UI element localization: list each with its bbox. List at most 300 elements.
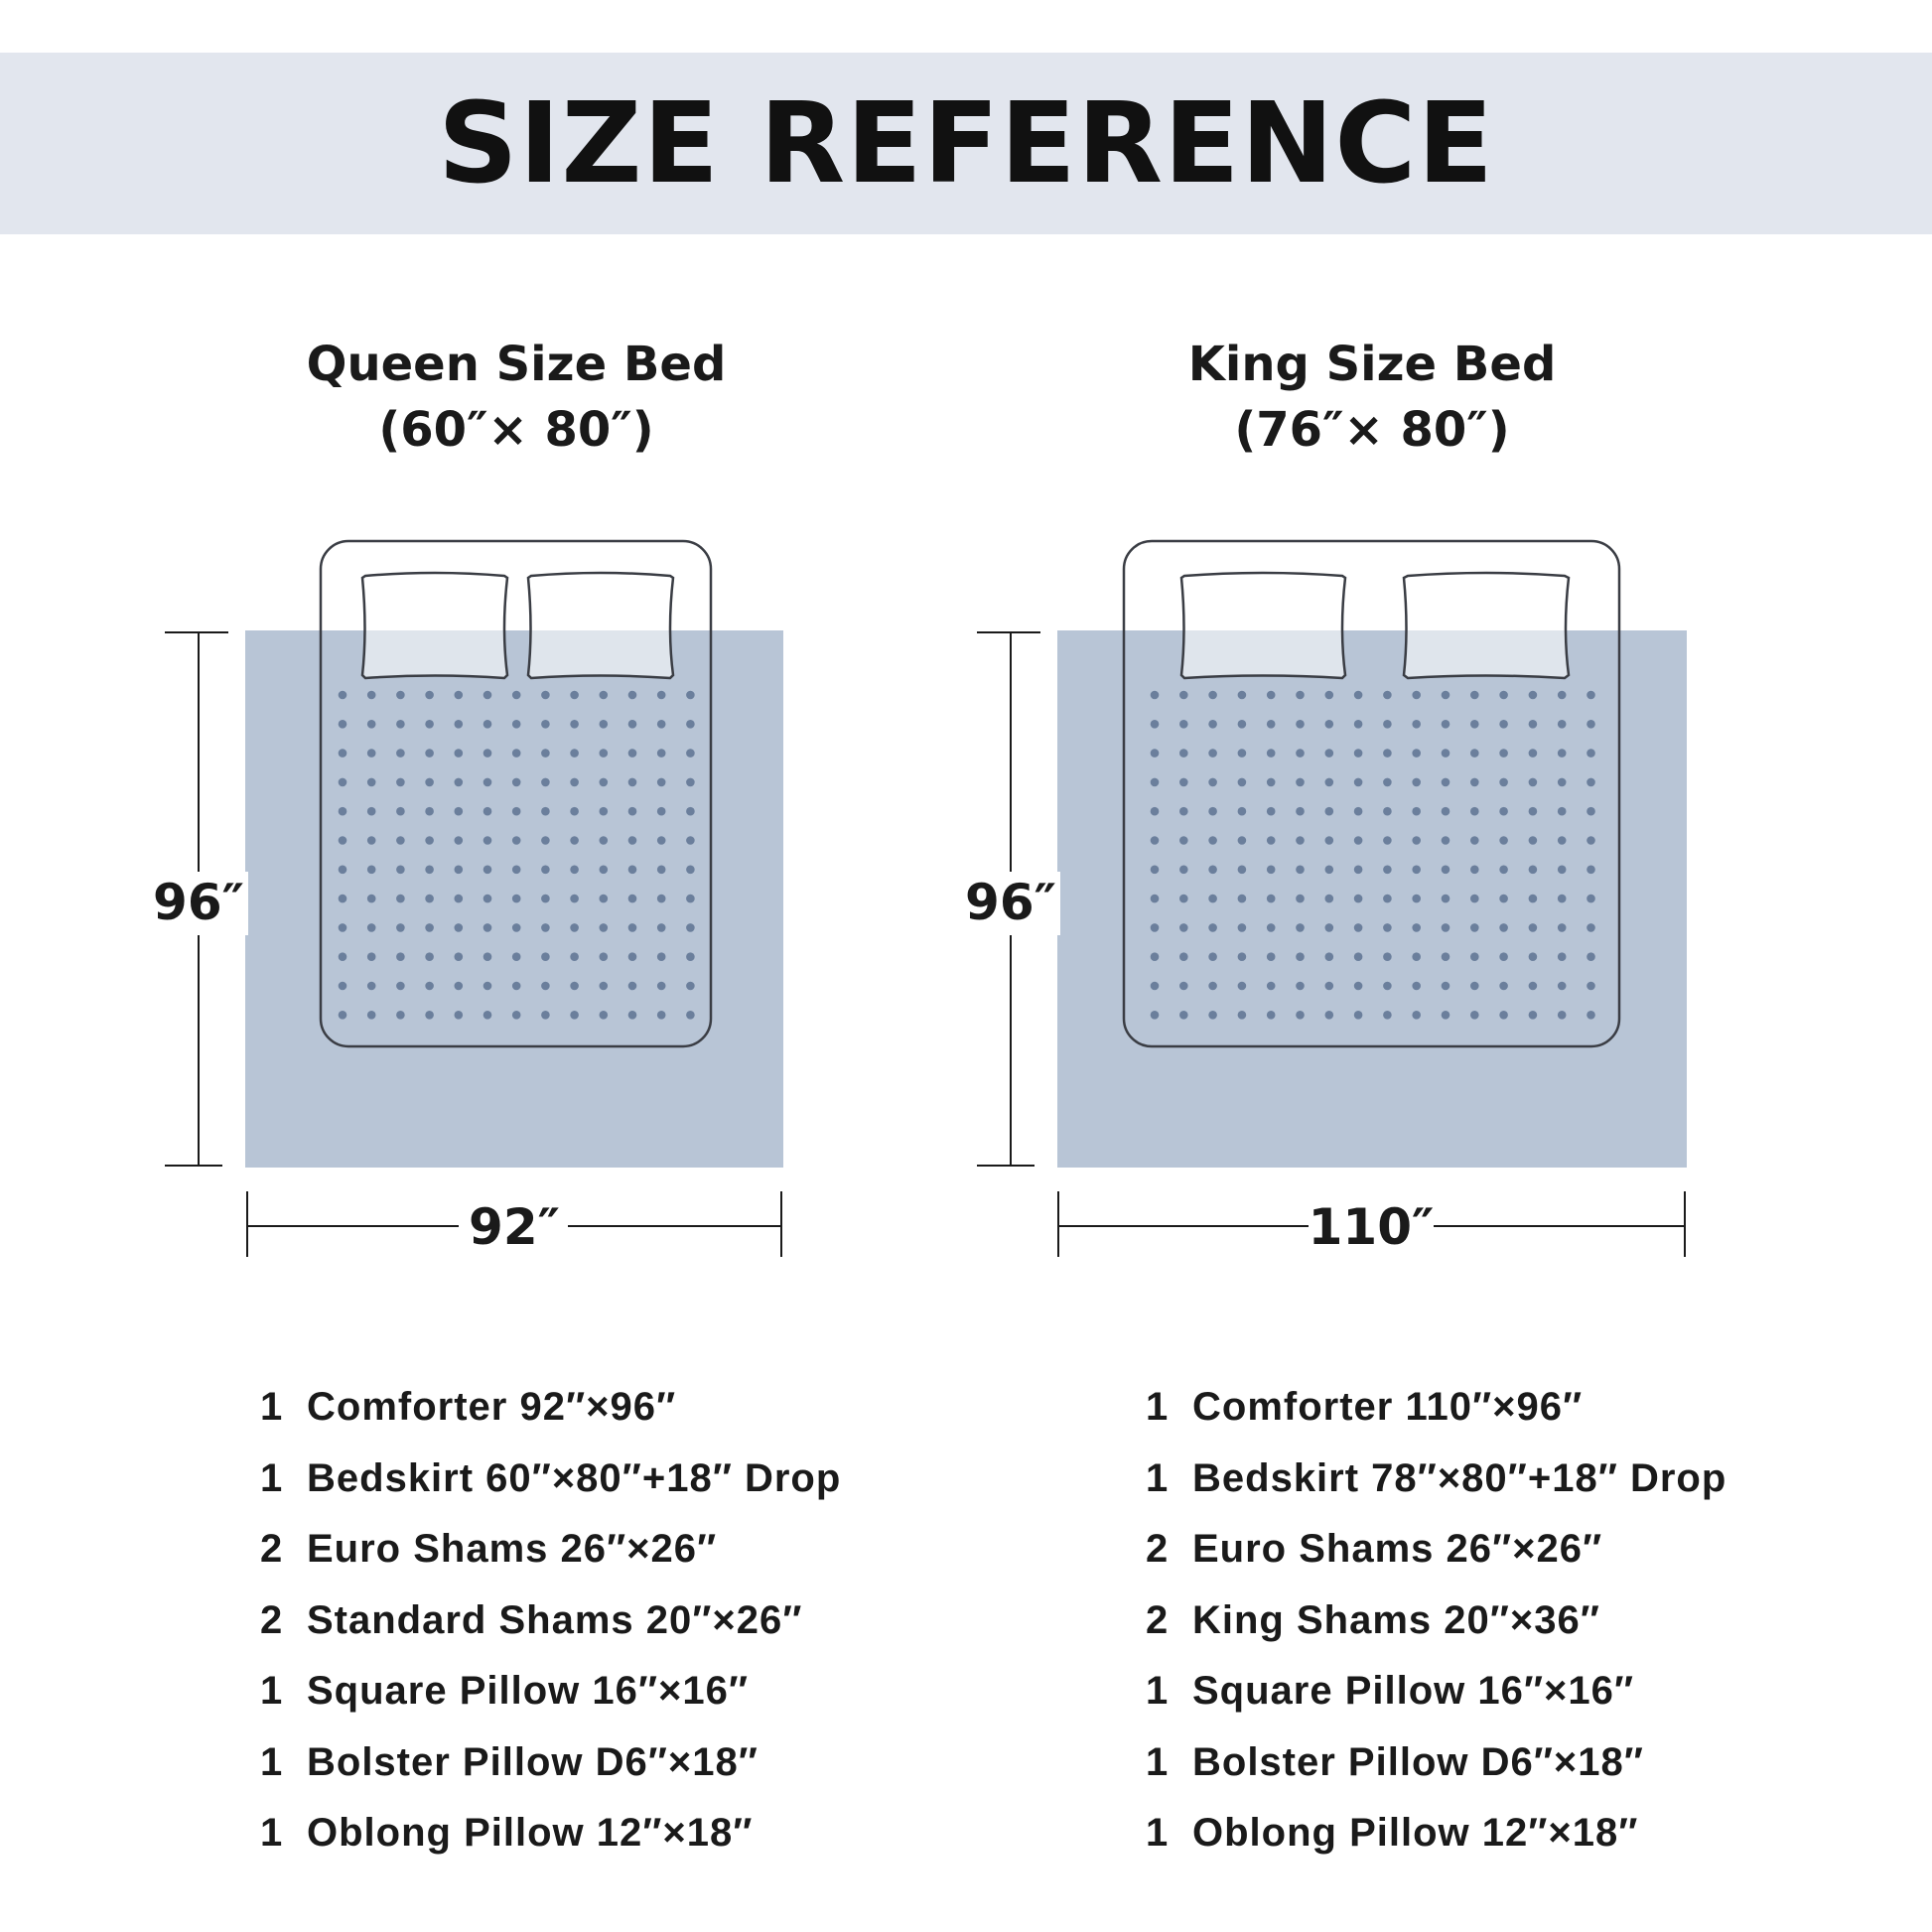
king-height-label: 96″: [965, 874, 1056, 931]
bed-dot: [1383, 866, 1392, 875]
bed-dot: [1267, 895, 1276, 903]
bed-dot: [1296, 982, 1305, 991]
bed-dot: [1412, 778, 1421, 787]
bed-dot: [425, 807, 434, 816]
bed-dot: [396, 866, 405, 875]
bed-dot: [1151, 807, 1160, 816]
bed-dot: [628, 720, 637, 729]
bed-dot: [1325, 807, 1334, 816]
queen-diagram: [149, 541, 783, 1257]
list-item: 1 Oblong Pillow 12″×18″: [1146, 1811, 1639, 1856]
bed-dot: [425, 1011, 434, 1020]
bed-dot: [1151, 836, 1160, 845]
bed-dot: [657, 691, 666, 700]
bed-dot: [1179, 836, 1188, 845]
bed-dot: [600, 749, 609, 758]
bed-dot: [339, 982, 347, 991]
bed-dot: [396, 720, 405, 729]
bed-dot: [1442, 866, 1450, 875]
bed-dot: [1412, 895, 1421, 903]
bed-dot: [455, 749, 464, 758]
bed-dot: [1383, 749, 1392, 758]
bed-dot: [425, 982, 434, 991]
bed-dot: [1296, 952, 1305, 961]
list-item: 2 Standard Shams 20″×26″: [260, 1597, 803, 1642]
bed-dot: [657, 749, 666, 758]
queen-bed-dimensions: (60″× 80″): [378, 402, 654, 458]
bed-dot: [1587, 952, 1595, 961]
bed-dot: [1529, 923, 1538, 932]
bed-dot: [1354, 1011, 1363, 1020]
bed-dot: [1238, 691, 1247, 700]
bed-dot: [657, 895, 666, 903]
bed-dot: [570, 778, 579, 787]
bed-dot: [1151, 778, 1160, 787]
bed-dot: [1529, 778, 1538, 787]
bed-dot: [512, 982, 521, 991]
bed-dot: [1179, 952, 1188, 961]
bed-dot: [483, 807, 492, 816]
bed-dot: [1499, 1011, 1508, 1020]
bed-dot: [628, 982, 637, 991]
bed-dot: [1558, 952, 1567, 961]
bed-dot: [1267, 866, 1276, 875]
bed-dot: [483, 923, 492, 932]
bed-dot: [339, 1011, 347, 1020]
bed-dot: [339, 866, 347, 875]
bed-dot: [628, 866, 637, 875]
bed-dot: [1354, 923, 1363, 932]
bed-dot: [1587, 895, 1595, 903]
bed-dot: [686, 749, 695, 758]
bed-dot: [1383, 1011, 1392, 1020]
bed-dot: [657, 720, 666, 729]
bed-dot: [686, 836, 695, 845]
bed-dot: [1442, 895, 1450, 903]
bed-dot: [1529, 749, 1538, 758]
bed-dot: [339, 691, 347, 700]
bed-dot: [1470, 691, 1479, 700]
bed-dot: [1238, 1011, 1247, 1020]
bed-dot: [1354, 836, 1363, 845]
bed-dot: [686, 866, 695, 875]
bed-dot: [1470, 807, 1479, 816]
bed-dot: [425, 952, 434, 961]
bed-dot: [686, 982, 695, 991]
bed-dot: [1208, 720, 1217, 729]
bed-dot: [541, 895, 550, 903]
bed-dot: [1208, 836, 1217, 845]
bed-dot: [396, 895, 405, 903]
bed-dot: [1151, 1011, 1160, 1020]
bed-dot: [1267, 923, 1276, 932]
bed-dot: [512, 749, 521, 758]
bed-dot: [1208, 807, 1217, 816]
bed-dot: [1383, 778, 1392, 787]
list-item: 1 Comforter 110″×96″: [1146, 1385, 1584, 1430]
list-item: 1 Square Pillow 16″×16″: [1146, 1669, 1635, 1714]
bed-dot: [570, 895, 579, 903]
bed-dot: [1208, 866, 1217, 875]
bed-dot: [1179, 807, 1188, 816]
bed-dot: [455, 952, 464, 961]
bed-dot: [1325, 923, 1334, 932]
queen-height-label: 96″: [153, 874, 244, 931]
bed-dot: [600, 923, 609, 932]
bed-dot: [1499, 778, 1508, 787]
bed-dot: [1587, 1011, 1595, 1020]
bed-dot: [628, 778, 637, 787]
bed-dot: [512, 895, 521, 903]
king-pillow-right: [1404, 573, 1569, 678]
bed-dot: [425, 749, 434, 758]
bed-dot: [1267, 836, 1276, 845]
queen-pillow-right: [528, 573, 673, 678]
bed-dot: [367, 952, 376, 961]
king-pillow-left: [1181, 573, 1345, 678]
bed-dot: [1238, 778, 1247, 787]
bed-dot: [1179, 1011, 1188, 1020]
bed-dot: [1412, 1011, 1421, 1020]
bed-dot: [1499, 836, 1508, 845]
bed-dot: [1354, 720, 1363, 729]
bed-dot: [1238, 866, 1247, 875]
bed-dot: [1558, 866, 1567, 875]
bed-dot: [1151, 952, 1160, 961]
bed-dot: [1325, 982, 1334, 991]
bed-dot: [367, 1011, 376, 1020]
bed-dot: [1354, 982, 1363, 991]
bed-dot: [1296, 807, 1305, 816]
bed-dot: [657, 836, 666, 845]
bed-dot: [1558, 982, 1567, 991]
bed-dot: [628, 807, 637, 816]
list-item: 2 Euro Shams 26″×26″: [1146, 1527, 1603, 1572]
bed-dot: [1529, 807, 1538, 816]
bed-dot: [1499, 807, 1508, 816]
bed-dot: [570, 749, 579, 758]
bed-dot: [1238, 952, 1247, 961]
bed-dot: [600, 952, 609, 961]
bed-dot: [1499, 952, 1508, 961]
bed-dot: [1587, 749, 1595, 758]
bed-dot: [1179, 749, 1188, 758]
bed-dot: [1267, 952, 1276, 961]
bed-dot: [455, 923, 464, 932]
bed-dot: [1238, 836, 1247, 845]
bed-dot: [1442, 778, 1450, 787]
bed-dot: [1499, 866, 1508, 875]
bed-dot: [1470, 895, 1479, 903]
bed-dot: [1558, 807, 1567, 816]
bed-dot: [657, 778, 666, 787]
bed-dot: [1587, 923, 1595, 932]
queen-items-list: [260, 1372, 841, 1869]
bed-dot: [1412, 720, 1421, 729]
bed-dot: [570, 923, 579, 932]
bed-dot: [628, 749, 637, 758]
king-bed-dimensions: (76″× 80″): [1234, 402, 1510, 458]
bed-dot: [396, 778, 405, 787]
bed-dot: [1499, 749, 1508, 758]
bed-dot: [1442, 982, 1450, 991]
bed-dot: [1296, 691, 1305, 700]
bed-dot: [483, 952, 492, 961]
bed-dot: [1383, 982, 1392, 991]
bed-dot: [1412, 836, 1421, 845]
bed-dot: [600, 836, 609, 845]
bed-dot: [1442, 923, 1450, 932]
bed-dot: [686, 952, 695, 961]
bed-dot: [541, 749, 550, 758]
bed-dot: [1558, 691, 1567, 700]
list-item: 1 Bedskirt 78″×80″+18″ Drop: [1146, 1455, 1727, 1500]
bed-dot: [339, 836, 347, 845]
bed-dot: [483, 836, 492, 845]
bed-dot: [483, 895, 492, 903]
bed-dot: [1529, 1011, 1538, 1020]
bed-dot: [339, 952, 347, 961]
bed-dot: [1179, 691, 1188, 700]
bed-dot: [339, 807, 347, 816]
bed-dot: [367, 866, 376, 875]
bed-dot: [396, 807, 405, 816]
king-diagram: [961, 541, 1687, 1257]
bed-dot: [425, 895, 434, 903]
bed-dot: [628, 923, 637, 932]
bed-dot: [455, 720, 464, 729]
bed-dot: [1470, 778, 1479, 787]
bed-dot: [1383, 836, 1392, 845]
bed-dot: [1412, 923, 1421, 932]
bed-dot: [1499, 923, 1508, 932]
bed-dot: [396, 749, 405, 758]
bed-dot: [570, 866, 579, 875]
bed-dot: [1383, 952, 1392, 961]
bed-dot: [1325, 749, 1334, 758]
bed-dot: [1412, 749, 1421, 758]
bed-dot: [1470, 923, 1479, 932]
bed-dot: [425, 866, 434, 875]
bed-dot: [628, 952, 637, 961]
bed-dot: [1470, 866, 1479, 875]
bed-dot: [1267, 1011, 1276, 1020]
bed-dot: [541, 778, 550, 787]
bed-dot: [600, 982, 609, 991]
bed-dot: [483, 691, 492, 700]
bed-dot: [1179, 720, 1188, 729]
bed-dot: [1208, 749, 1217, 758]
bed-dot: [570, 836, 579, 845]
bed-dot: [1587, 778, 1595, 787]
bed-dot: [1208, 895, 1217, 903]
bed-dot: [1325, 720, 1334, 729]
bed-dot: [367, 807, 376, 816]
bed-dot: [367, 923, 376, 932]
bed-dot: [1383, 895, 1392, 903]
bed-dot: [455, 778, 464, 787]
bed-dot: [657, 923, 666, 932]
bed-dot: [570, 952, 579, 961]
bed-dot: [1151, 866, 1160, 875]
bed-dot: [1470, 952, 1479, 961]
bed-dot: [1267, 982, 1276, 991]
bed-dot: [512, 807, 521, 816]
bed-dot: [1412, 952, 1421, 961]
queen-width-label: 92″: [469, 1198, 560, 1256]
bed-dot: [600, 720, 609, 729]
bed-dot: [455, 1011, 464, 1020]
bed-dot: [628, 895, 637, 903]
page-title: SIZE REFERENCE: [438, 78, 1494, 208]
bed-dot: [1383, 720, 1392, 729]
bed-dot: [1412, 691, 1421, 700]
bed-dot: [686, 720, 695, 729]
bed-dot: [396, 1011, 405, 1020]
bed-dot: [1587, 720, 1595, 729]
bed-dot: [570, 1011, 579, 1020]
bed-dot: [1412, 982, 1421, 991]
bed-dot: [1296, 720, 1305, 729]
bed-dot: [1558, 749, 1567, 758]
bed-dot: [541, 923, 550, 932]
bed-dot: [1238, 720, 1247, 729]
bed-dot: [455, 691, 464, 700]
bed-dot: [1325, 691, 1334, 700]
bed-dot: [1499, 982, 1508, 991]
bed-dot: [1529, 836, 1538, 845]
king-items-list: [1146, 1372, 1726, 1869]
bed-dot: [1208, 691, 1217, 700]
bed-dot: [512, 720, 521, 729]
bed-dot: [1442, 720, 1450, 729]
bed-dot: [1354, 807, 1363, 816]
bed-dot: [425, 720, 434, 729]
bed-dot: [657, 952, 666, 961]
bed-dot: [1179, 982, 1188, 991]
bed-dot: [425, 923, 434, 932]
bed-dot: [339, 720, 347, 729]
bed-dot: [1470, 749, 1479, 758]
bed-dot: [600, 1011, 609, 1020]
bed-dot: [455, 895, 464, 903]
bed-dot: [1354, 895, 1363, 903]
bed-dot: [1325, 866, 1334, 875]
bed-dot: [541, 836, 550, 845]
bed-dot: [1179, 866, 1188, 875]
bed-dot: [1151, 691, 1160, 700]
bed-dot: [1296, 836, 1305, 845]
bed-dot: [541, 691, 550, 700]
bed-dot: [1587, 866, 1595, 875]
bed-dot: [657, 807, 666, 816]
bed-dot: [1412, 807, 1421, 816]
bed-dot: [1587, 691, 1595, 700]
bed-dot: [367, 749, 376, 758]
bed-dot: [339, 749, 347, 758]
bed-dot: [1296, 1011, 1305, 1020]
bed-dot: [1470, 1011, 1479, 1020]
bed-dot: [1529, 952, 1538, 961]
bed-dot: [1587, 807, 1595, 816]
list-item: 1 Bedskirt 60″×80″+18″ Drop: [260, 1455, 842, 1500]
bed-dot: [1208, 923, 1217, 932]
bed-dot: [628, 1011, 637, 1020]
bed-dot: [396, 982, 405, 991]
bed-dot: [1238, 749, 1247, 758]
bed-dot: [455, 807, 464, 816]
bed-dot: [483, 982, 492, 991]
bed-dot: [1412, 866, 1421, 875]
bed-dot: [541, 952, 550, 961]
bed-dot: [657, 1011, 666, 1020]
bed-dot: [686, 923, 695, 932]
list-item: 1 Oblong Pillow 12″×18″: [260, 1811, 754, 1856]
bed-dot: [1442, 952, 1450, 961]
bed-dot: [1325, 778, 1334, 787]
list-item: 1 Bolster Pillow D6″×18″: [1146, 1739, 1644, 1784]
bed-dot: [483, 720, 492, 729]
bed-dot: [1267, 691, 1276, 700]
king-width-label: 110″: [1308, 1198, 1435, 1256]
bed-dot: [600, 895, 609, 903]
bed-dot: [1529, 866, 1538, 875]
bed-dot: [1325, 1011, 1334, 1020]
bed-dot: [367, 720, 376, 729]
bed-dot: [1238, 807, 1247, 816]
bed-dot: [1151, 895, 1160, 903]
bed-dot: [512, 923, 521, 932]
bed-dot: [657, 866, 666, 875]
bed-dot: [1499, 895, 1508, 903]
bed-dot: [1442, 807, 1450, 816]
list-item: 2 King Shams 20″×36″: [1146, 1597, 1600, 1642]
bed-dot: [1470, 982, 1479, 991]
list-item: 1 Bolster Pillow D6″×18″: [260, 1739, 759, 1784]
bed-dot: [570, 982, 579, 991]
bed-dot: [1354, 866, 1363, 875]
bed-dot: [396, 923, 405, 932]
bed-dot: [541, 807, 550, 816]
bed-dot: [483, 749, 492, 758]
bed-dot: [600, 866, 609, 875]
bed-dot: [1296, 866, 1305, 875]
queen-bed-name: Queen Size Bed: [306, 337, 727, 392]
bed-dot: [1238, 923, 1247, 932]
bed-dot: [1354, 749, 1363, 758]
bed-dot: [339, 923, 347, 932]
bed-dot: [628, 691, 637, 700]
bed-dot: [1208, 952, 1217, 961]
bed-dot: [686, 807, 695, 816]
bed-dot: [367, 836, 376, 845]
bed-dot: [1529, 895, 1538, 903]
bed-dot: [1558, 720, 1567, 729]
bed-dot: [1238, 895, 1247, 903]
bed-dot: [1442, 836, 1450, 845]
bed-dot: [570, 807, 579, 816]
bed-dot: [570, 720, 579, 729]
bed-dot: [686, 1011, 695, 1020]
bed-dot: [1529, 691, 1538, 700]
bed-dot: [367, 895, 376, 903]
bed-dot: [1325, 952, 1334, 961]
bed-dot: [1558, 778, 1567, 787]
bed-dot: [541, 866, 550, 875]
queen-pillow-left: [362, 573, 507, 678]
bed-dot: [1208, 982, 1217, 991]
bed-dot: [512, 952, 521, 961]
